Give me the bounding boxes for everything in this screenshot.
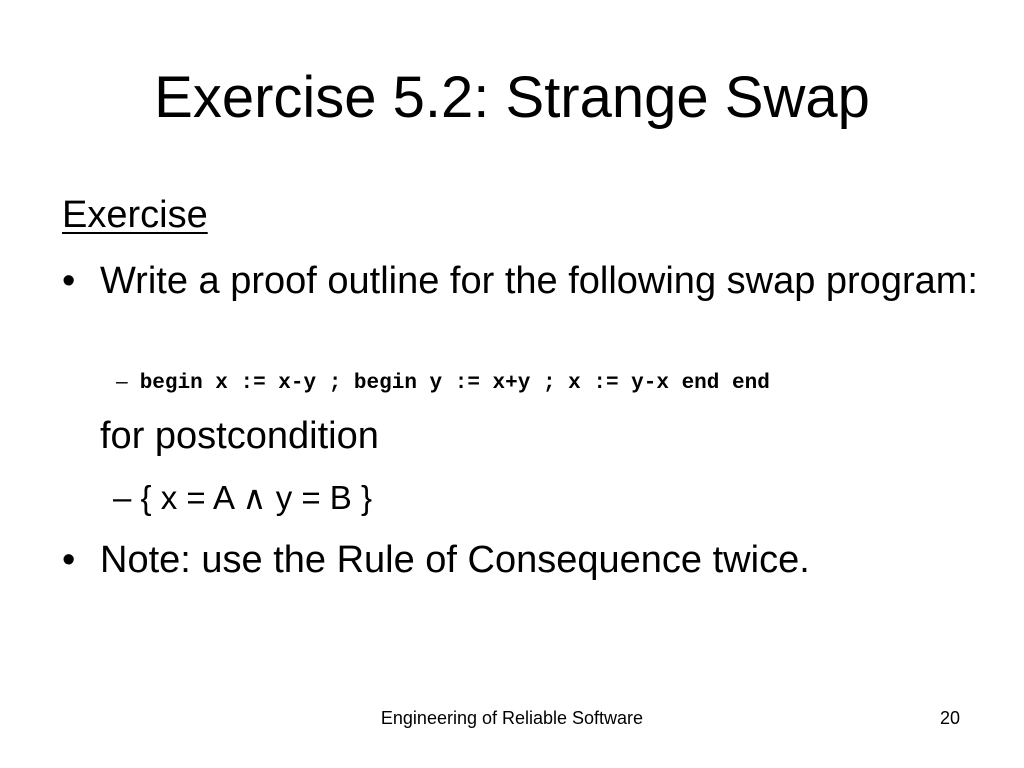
slide-title: Exercise 5.2: Strange Swap [154, 65, 870, 130]
bullet-marker: • [62, 260, 76, 302]
bullet-text: Write a proof outline for the following swap program: [100, 260, 978, 302]
postcondition-label: for postcondition [100, 415, 379, 457]
postcondition-formula: { x = A ∧ y = B } [140, 479, 372, 516]
footer-page-number: 20 [939, 708, 960, 728]
subitem-marker: – [113, 479, 132, 516]
subitem-marker: – [116, 370, 128, 393]
bullet-text: Note: use the Rule of Consequence twice. [100, 539, 810, 581]
bullet-marker: • [62, 539, 76, 581]
code-text: begin x := x-y ; begin y := x+y ; x := y-x end end [139, 372, 770, 395]
formula-subitem [113, 475, 372, 521]
section-heading: Exercise [62, 194, 208, 236]
code-subitem [116, 368, 770, 398]
footer-course-title: Engineering of Reliable Software [380, 708, 644, 728]
